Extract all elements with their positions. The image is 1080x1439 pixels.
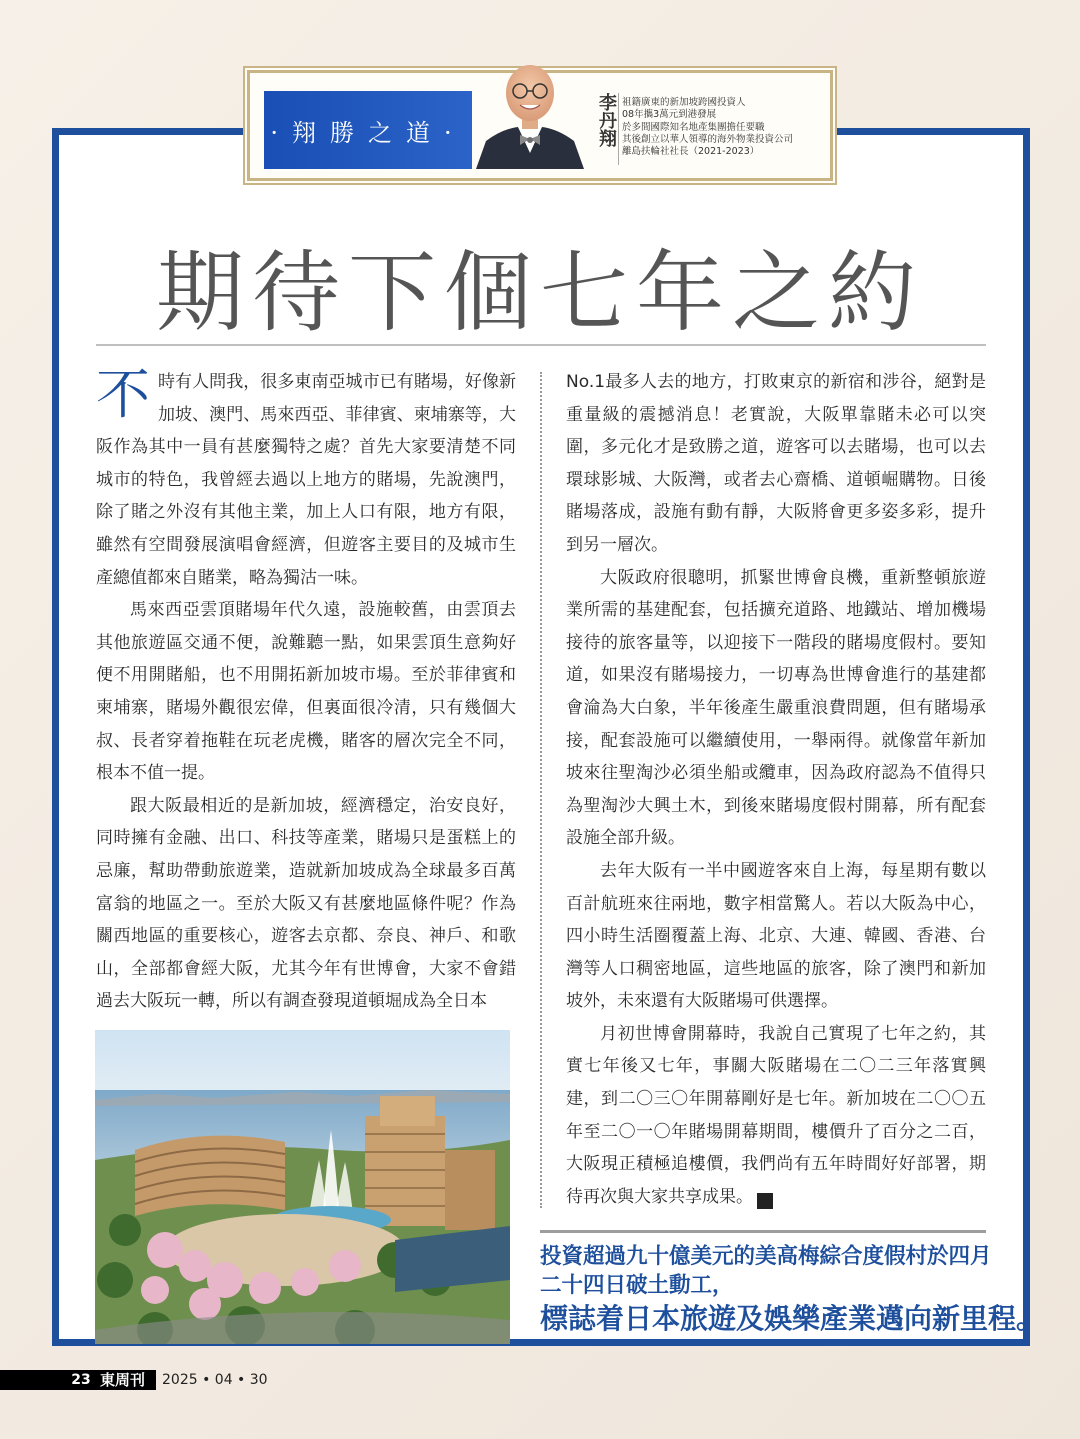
column-name-badge: ·翔勝之道·: [264, 91, 472, 169]
article-paragraph: 去年大阪有一半中國遊客來自上海，每星期有數以百計航班來往兩地，數字相當驚人。若以大阪為中心，四小時生活圈覆蓋上海、北京、大連、韓國、香港、台灣等人口稠密地區，這些地區的旅客，除了澳門和新加坡外，未來還有大阪賭場可供選擇。: [566, 860, 986, 1012]
end-mark-icon: 東: [757, 1193, 773, 1209]
author-bio-line: 祖籍廣東的新加坡跨國投資人: [622, 97, 746, 108]
paragraph-text: 時有人問我，很多東南亞城市已有賭場，好像新加坡、澳門、馬來西亞、菲律賓、柬埔寨等，大阪作為其中一員有甚麼獨特之處？首先大家要清楚不同城市的特色，我曾經去過以上地方的賭場，先說澳門，除了賭之外沒有其他主業，加上人口有限，地方有限，雖然有空間發展演唱會經濟，但遊客主要目的及城市生產總值都來自賭業，略為獨沽一味。: [96, 372, 516, 588]
resort-rendering-image: [95, 1030, 510, 1344]
author-bio: [622, 97, 822, 158]
caption-headline: 標誌着日本旅遊及娛樂產業邁向新里程。: [540, 1302, 1045, 1335]
author-divider: [618, 93, 619, 165]
author-bio-line: 離島扶輪社社長（2021-2023）: [622, 146, 760, 158]
author-bio-line: 08年攜3萬元到港發展: [622, 109, 717, 121]
paragraph-text: 月初世博會開幕時，我說自己實現了七年之約，其實七年後又七年，事關大阪賭場在二〇二三年落實興建，到二〇三〇年開幕剛好是七年。新加坡在二〇〇五年至二〇一〇年賭場開幕期間，樓價升了百分之二百，大阪現正積極追樓價，我們尚有五年時間好好部署，期待再次與大家共享成果。: [566, 1023, 986, 1207]
article-column-left: [96, 363, 516, 1018]
author-portrait: [472, 57, 588, 169]
article-paragraph: [566, 1018, 986, 1214]
image-caption: [540, 1242, 1045, 1336]
author-name: 李丹翔: [596, 93, 617, 147]
author-bio-line: 其後創立以華人領導的海外物業投資公司: [622, 133, 794, 145]
page-footer: [0, 1370, 400, 1390]
article-title: 期待下個七年之約: [155, 241, 924, 344]
magazine-logo: 東周刊: [100, 1371, 146, 1389]
page-number: 23: [71, 1372, 91, 1388]
caption-rule: [540, 1230, 986, 1233]
issue-date: 2025 • 04 • 30: [162, 1372, 268, 1388]
article-paragraph: [96, 363, 516, 594]
article-paragraph: No.1最多人去的地方，打敗東京的新宿和涉谷，絕對是重量級的震撼消息！老實說，大阪單靠賭未必可以突圍，多元化才是致勝之道，遊客可以去賭場，也可以去環球影城、大阪灣，或者去心齋橋、道頓崛購物。日後賭場落成，設施有動有靜，大阪將會更多姿多彩，提升到另一層次。: [566, 372, 986, 555]
author-bio-line: 於多間國際知名地產集團擔任要職: [622, 121, 765, 133]
article-column-right: [566, 366, 986, 1213]
article-paragraph: 跟大阪最相近的是新加坡，經濟穩定，治安良好，同時擁有金融、出口、科技等產業，賭場只是蛋糕上的忌廉，幫助帶動旅遊業，造就新加坡成為全球最多百萬富翁的地區之一。至於大阪又有甚麼地區條件呢？作為關西地區的重要核心，遊客去京都、奈良、神戶、和歌山，全部都會經大阪，尤其今年有世博會，大家不會錯過去大阪玩一轉，所以有調查發現道頓堀成為全日本: [96, 795, 516, 1012]
caption-line: 投資超過九十億美元的美高梅綜合度假村於四月: [540, 1244, 992, 1269]
column-header: [247, 70, 833, 181]
article-paragraph: 大阪政府很聰明，抓緊世博會良機，重新整頓旅遊業所需的基建配套，包括擴充道路、地鐵站、增加機場接待的旅客量等，以迎接下一階段的賭場度假村。要知道，如果沒有賭場接力，一切專為世博會進行的基建都會淪為大白象，半年後產生嚴重浪費問題，但有賭場承接，配套設施可以繼續使用，一舉兩得。就像當年新加坡來往聖淘沙必須坐船或纜車，因為政府認為不值得只為聖淘沙大興土木，到後來賭場度假村開幕，所有配套設施全部升級。: [566, 567, 986, 849]
article-paragraph: 馬來西亞雲頂賭場年代久遠，設施較舊，由雲頂去其他旅遊區交通不便，說難聽一點，如果雲頂生意夠好便不用開賭船，也不用開拓新加坡市場。至於菲律賓和柬埔寨，賭場外觀很宏偉，但裏面很冷清，只有幾個大叔、長者穿着拖鞋在玩老虎機，賭客的層次完全不同，根本不值一提。: [96, 600, 516, 784]
drop-cap: 不: [96, 363, 150, 426]
column-divider: [540, 372, 542, 1208]
title-rule: [96, 344, 986, 346]
caption-line: 二十四日破土動工，: [540, 1273, 734, 1298]
